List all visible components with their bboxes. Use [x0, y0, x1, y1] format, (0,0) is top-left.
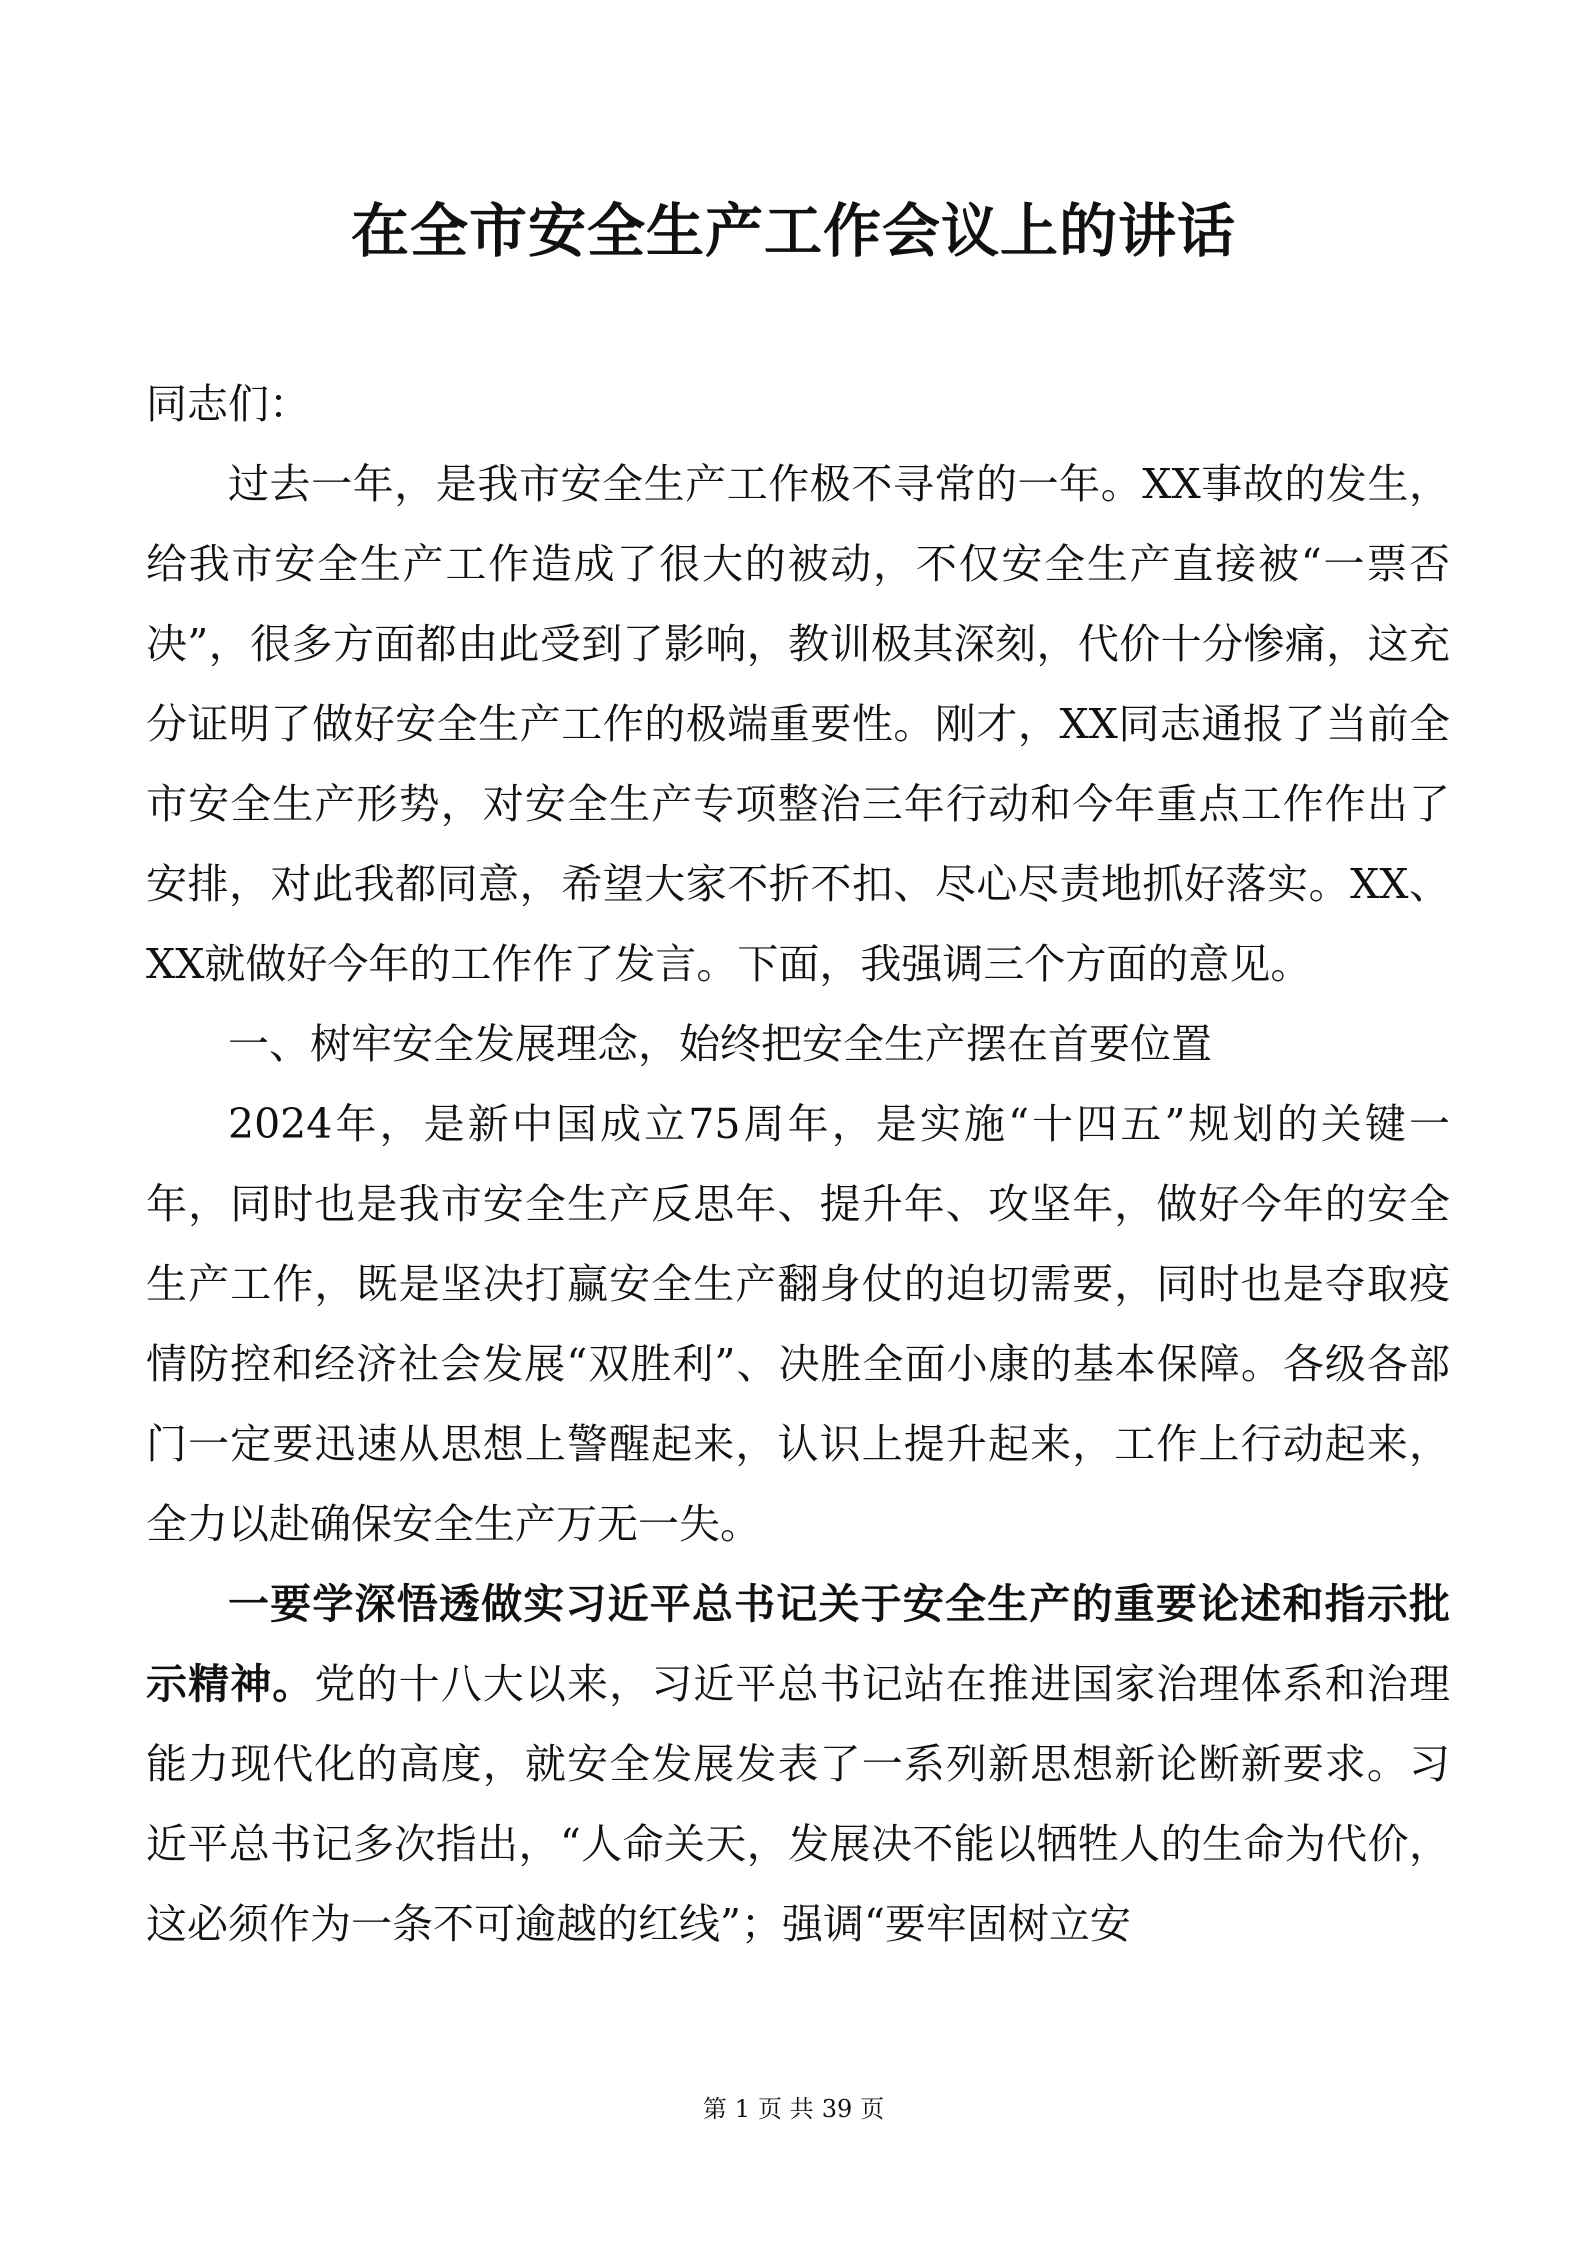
- footer-page-number: 1: [734, 2095, 751, 2123]
- section-heading-1: 一、树牢安全发展理念，始终把安全生产摆在首要位置: [228, 1020, 1212, 1068]
- salutation: 同志们：: [146, 380, 310, 428]
- footer-total-pages: 39: [821, 2095, 853, 2123]
- paragraph-first-requirement: [146, 1564, 1450, 1964]
- footer-suffix: 页: [860, 2095, 885, 2123]
- document-title: 在全市安全生产工作会议上的讲话: [350, 197, 1236, 265]
- paragraph-intro: 过去一年，是我市安全生产工作极不寻常的一年。XX事故的发生，给我市安全生产工作造成了很大的被动，不仅安全生产直接被“一票否决”，很多方面都由此受到了影响，教训极其深刻，代价十分惨痛，这充分证明了做好安全生产工作的极端重要性。刚才，XX同志通报了当前全市安全生产形势，对安全生产专项整治三年行动和今年重点工作作出了安排，对此我都同意，希望大家不折不扣、尽心尽责地抓好落实。XX、XX就做好今年的工作作了发言。下面，我强调三个方面的意见。: [146, 460, 1450, 988]
- footer-middle: 页 共: [758, 2095, 814, 2123]
- footer-prefix: 第: [702, 2095, 727, 2123]
- paragraph-context: 2024年，是新中国成立75周年，是实施“十四五”规划的关键一年，同时也是我市安全生产反思年、提升年、攻坚年，做好今年的安全生产工作，既是坚决打赢安全生产翻身仗的迫切需要，同时也是夺取疫情防控和经济社会发展“双胜利”、决胜全面小康的基本保障。各级各部门一定要迅速从思想上警醒起来，认识上提升起来，工作上行动起来，全力以赴确保安全生产万无一失。: [146, 1100, 1450, 1548]
- document-body: [146, 364, 1450, 1964]
- requirement-lead-text: 一要学深悟透做实习近平总书记关于安全生产的重要论述和指示批示精神。: [146, 1580, 1450, 1708]
- requirement-body-text: 党的十八大以来，习近平总书记站在推进国家治理体系和治理能力现代化的高度，就安全发展发表了一系列新思想新论断新要求。习近平总书记多次指出，“人命关天，发展决不能以牺牲人的生命为代价，这必须作为一条不可逾越的红线”；强调“要牢固树立安: [146, 1660, 1451, 1948]
- page-footer: [0, 2094, 1587, 2124]
